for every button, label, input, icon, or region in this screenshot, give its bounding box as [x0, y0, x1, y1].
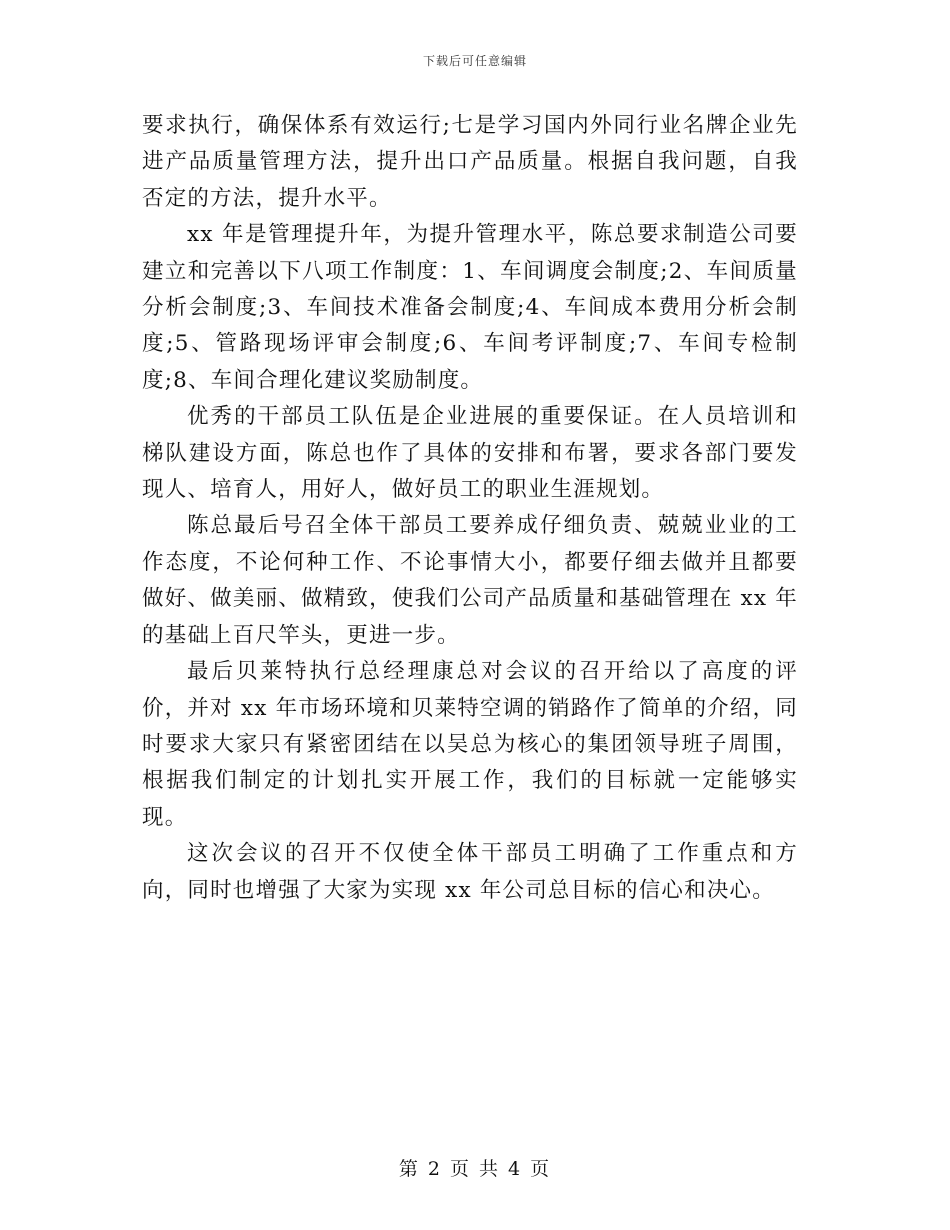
paragraph-continuation: 要求执行，确保体系有效运行;七是学习国内外同行业名牌企业先进产品质量管理方法，提升出口产品质量。根据自我问题，自我否定的方法，提升水平。: [142, 113, 798, 211]
page-number: 第 2 页 共 4 页: [398, 1158, 552, 1180]
paragraph-work-attitude: 陈总最后号召全体干部员工要养成仔细负责、兢兢业业的工作态度，不论何种工作、不论事情大小，都要仔细去做并且都要做好、做美丽、做精致，使我们公司产品质量和基础管理在 xx 年的基础上百尺竿头，更进一步。: [142, 513, 798, 648]
paragraph-staff-training: 优秀的干部员工队伍是企业进展的重要保证。在人员培训和梯队建设方面，陈总也作了具体的安排和布署，要求各部门要发现人、培育人，用好人，做好员工的职业生涯规划。: [142, 404, 798, 503]
paragraph-conclusion: 这次会议的召开不仅使全体干部员工明确了工作重点和方向，同时也增强了大家为实现 xx 年公司总目标的信心和决心。: [142, 841, 798, 903]
paragraph-management-systems: xx 年是管理提升年，为提升管理水平，陈总要求制造公司要建立和完善以下八项工作制度：1、车间调度会制度;2、车间质量分析会制度;3、车间技术准备会制度;4、车间成本费用分析会制度;5、管路现场评审会制度;6、车间考评制度;7、车间专检制度;8、车间合理化建议奖励制度。: [142, 222, 798, 393]
page-header: 下载后可任意编辑: [422, 54, 527, 68]
paragraph-executive-remarks: 最后贝莱特执行总经理康总对会议的召开给以了高度的评价，并对 xx 年市场环境和贝莱特空调的销路作了简单的介绍，同时要求大家只有紧密团结在以吴总为核心的集团领导班子周围，根据我们制定的计划扎实开展工作，我们的目标就一定能够实现。: [142, 659, 798, 830]
document-body: [142, 108, 798, 909]
